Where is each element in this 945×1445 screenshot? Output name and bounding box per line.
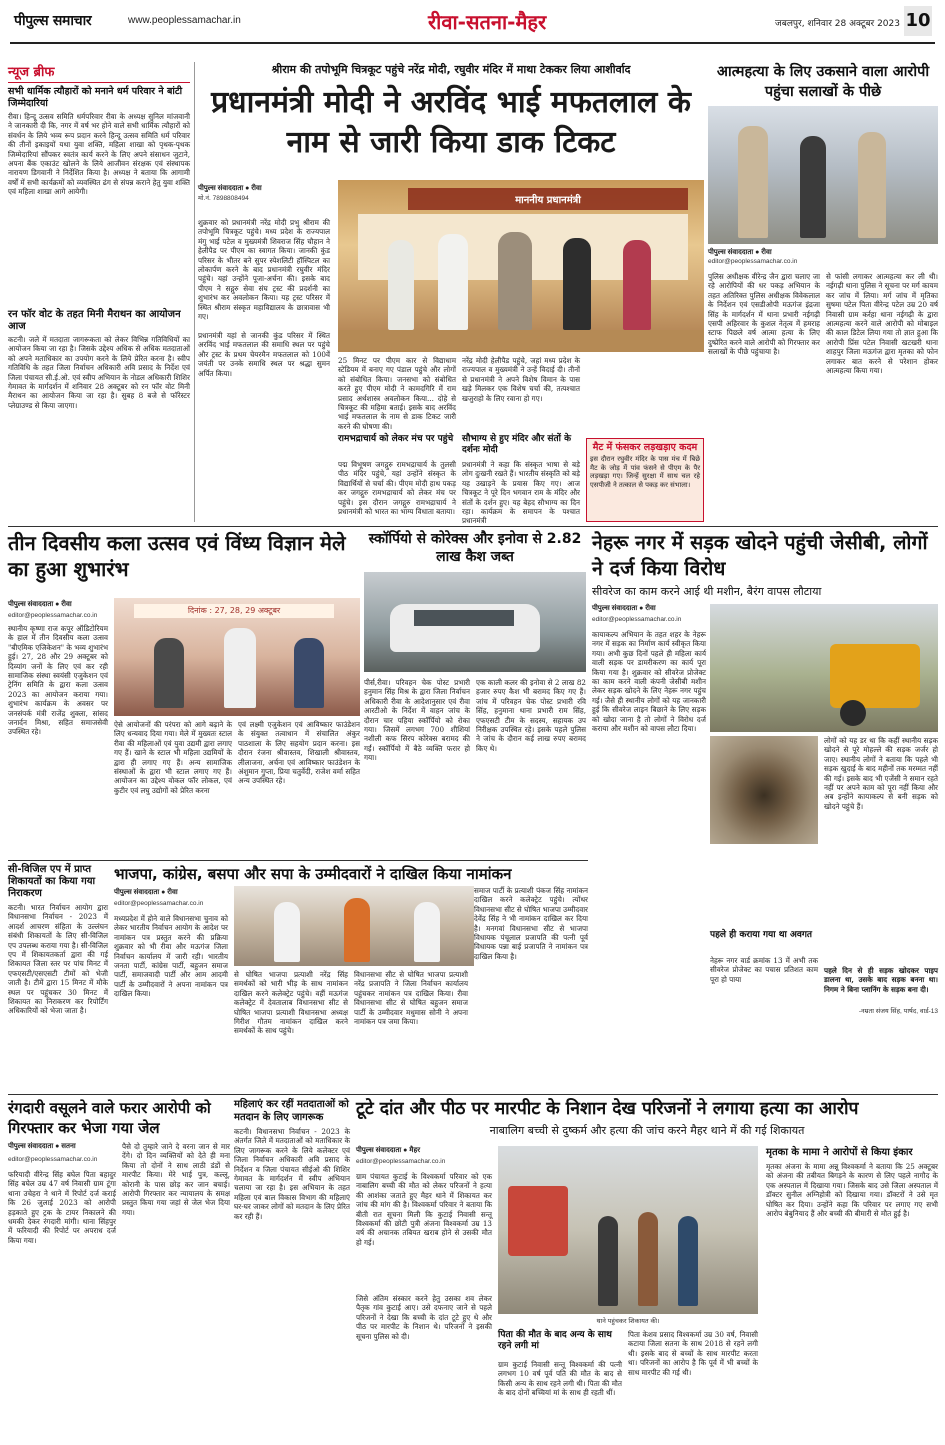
jcb-body xyxy=(830,644,920,708)
rangdari-col-1: फरियादी वीरेन्द्र सिंह बघेल पिता बहादुर सिंह बघेल उम्र 47 वर्ष निवासी ग्राम टूंगा थाना उचेहरा ने थाने में रिपोर्ट दर्ज कराई कि 26 जुलाई 2023 को आरोपी हड़काते हुए ट्रक के टायर निकालने की धमकी देकर रंगदारी मांगी। थाना सिंहपुर में फरियादी की रिपोर्ट पर अपराध दर्ज किया गया। xyxy=(8,1170,119,1245)
website: www.peoplessamachar.in xyxy=(128,15,241,26)
stage-floor xyxy=(338,330,704,352)
photo-person-2 xyxy=(800,136,826,238)
murder-subhead: पिता की मौत के बाद अन्य के साथ रहने लगी मां xyxy=(498,1330,612,1351)
lead-photo xyxy=(338,180,704,352)
nehru-photo-pit xyxy=(710,736,818,844)
lead-col-2b: पद्म विभूषण जगद्गुरु रामभद्राचार्य के तुलसी पीठ मंदिर पहुंचे, यहां उन्होंने संस्कृत के विद्यार्थियों से चर्चा की। पीएम मोदी हाथ पकड़ कर जगद्गुरु रामभद्राचार्य को लेकर मंच पर पहुंचे। इस दौरान जगद्गुरु रामभद्राचार्य ने प्रधानमंत्री को भारत का भाग्य विधाता बताया। xyxy=(338,460,459,517)
person-4 xyxy=(563,238,591,330)
nomination-story xyxy=(114,864,591,1089)
car-window xyxy=(414,610,514,626)
brief-label: न्यूज ब्रीफ xyxy=(8,62,190,83)
scorpio-story xyxy=(364,530,589,860)
lead-byline: पीपुल्स संवाददाता ● रीवा xyxy=(198,185,262,192)
brief-headline-2: रन फॉर वोट के तहत मिनी मैराथन का आयोजन आज xyxy=(8,309,181,332)
nehru-byline: पीपुल्स संवाददाता ● रीवा xyxy=(592,605,656,612)
scorpio-headline: स्कॉर्पियो से कोरेक्स और इनोवा से 2.82 लाख कैश जब्त xyxy=(368,531,582,565)
suicide-col-1: पुलिस अधीक्षक वीरेन्द्र जैन द्वारा चलाए जा रहे आरोपियों की धर पकड़ अभियान के तहत अतिरिक्त पुलिस अधीक्षक विवेकलाल के निर्देशन एवं एसडीओपी मऊगंज इंद्रजा सिंह के मार्गदर्शन में थाना प्रभारी नईगढ़ी एसपी अहिरवार के कुशल नेतृत्व में हमराह स्टाफ पिछले वर्ष आत्मा हत्या के लिए दुष्प्रेरित करने वाले आरोपी को गिरफ्तार कर सलाखों के पीछे पहुंचाया है। xyxy=(708,272,823,357)
lead-subhead-2: सौभाग्य से हुए मंदिर और संतों के दर्शनः मोदी xyxy=(462,434,571,455)
section-rule-3 xyxy=(8,1094,938,1095)
civigil-story xyxy=(8,864,111,1089)
dateline: जबलपुर, शनिवार 28 अक्टूबर 2023 xyxy=(775,19,900,29)
kala-banner: दिनांक : 27, 28, 29 अक्टूबर xyxy=(134,604,334,618)
mat-text: इस दौरान रघुवीर मंदिर के पास मंच में बिछे मैट के जोड़ में पांव फंसने से पीएम के पैर लड़खड़ा गए। जिन्हें सुरक्षा में साथ चल रहे एसपीजी ने तत्काल से पकड़ कर संभाला। xyxy=(590,455,703,489)
col-divider xyxy=(194,62,195,522)
person-5 xyxy=(623,240,651,330)
nehru-quote-box xyxy=(824,966,941,1022)
murder-email: editor@peoplessamachar.co.in xyxy=(356,1158,446,1165)
scorpio-col-2: एक काली कलर की इनोवा से 2 लाख 82 हजार रुपए कैश भी बरामद किए गए हैं। जांच में परिवहन चेक पोस्ट प्रभारी रवि सिंह, हनुमाना थाना प्रभारी राम सिंह, एफएसटी टीम के सदस्य, सहायक उप निरीक्षक उपस्थित रहे। इसके पहले पुलिस ने जांच के दौरान कई लाख रुपए बरामद किए थे। xyxy=(476,678,589,753)
photo-person-1 xyxy=(738,126,768,238)
rangdari-byline: पीपुल्स संवाददाता ● सतना xyxy=(8,1143,76,1150)
masthead xyxy=(10,6,935,56)
mat-sidebar xyxy=(586,438,704,522)
kala-headline: तीन दिवसीय कला उत्सव एवं विंध्य विज्ञान मेले का हुआ शुभारंभ xyxy=(8,531,346,581)
kala-person-3 xyxy=(294,638,324,708)
brief-text-1: रीवा। हिन्दू उत्सव समिति धर्मपरिवार रीवा के अध्यक्ष सुनिल मांजवानी ने जानकारी दी कि, नगर में वर्ष भर होने वाले सभी धार्मिक त्यौहारों को संवर्धन के लिये भव्य रूप प्रदान करने हिन्दू उत्सव समिति धर्म परिवार की तीनों इकाइयों यथा युवा शक्ति, महिला शाखा को पृथक-पृथक जिम्मेदारियां सौंपकर स्वतंत्र कार्य करने के लिए अपने संसाधन जुटाने, अपना बैंक एकाउंट खोलने के लिये आजीवन संरक्षक एवं संस्थापक नारायण डिगवानी ने निर्देशित किया है। अध्यक्ष ने बताया कि आगामी वर्षों में सभी कार्यक्रमों को व्यवस्थित ढंग से संपन्न कराने हेतु युवा शक्ति एवं महिला शाखा आगे आयेगी। xyxy=(8,112,193,197)
kala-email: editor@peoplessamachar.co.in xyxy=(8,612,98,619)
kala-col-2: ऐसे आयोजनों की परंपरा को आगे बढ़ाने के लिए धन्यवाद दिया गया। मेले में मुख्यतः स्टाल रीवा की महिलाओं एवं युवा उद्यमी द्वारा लगाए गए हैं। खाने के स्टाल भी महिला उद्यमियों के द्वारा ही लगाए गए हैं। अन्य सामाजिक संस्थाओं के द्वारा भी स्टाल लगाए गए हैं। आयोजन का उद्देश्य वोकल फॉर लोकल, एवं कुटीर एवं लघु उद्योगों को प्रेरित करना xyxy=(114,720,235,795)
nehru-story xyxy=(592,530,941,1090)
nehru-col-2b xyxy=(710,848,818,926)
nehru-subhead: पहले ही कराया गया था अवगत xyxy=(710,930,813,940)
nehru-quote-author: -नम्रता संजय सिंह, पार्षद, वार्ड-13 xyxy=(858,1008,938,1015)
suicide-story xyxy=(708,62,941,522)
nehru-quote: पहले दिन से ही सड़क खोदकर पाइप डालना था, उसके बाद सड़क बनना था। निगम ने बिना प्लानिंग के सड़क बना दी। xyxy=(824,966,941,994)
nom-person-1 xyxy=(274,902,300,962)
suicide-photo xyxy=(708,106,938,244)
suicide-byline: पीपुल्स संवाददाता ● रीवा xyxy=(708,249,772,256)
kala-person-2 xyxy=(224,628,256,708)
crowd-3 xyxy=(678,1216,698,1306)
rangdari-headline: रंगदारी वसूलने वाले फरार आरोपी को गिरफ्तार कर भेजा गया जेल xyxy=(8,1099,211,1137)
section-rule-1 xyxy=(8,526,938,527)
mama-box xyxy=(766,1146,941,1438)
rangdari-email: editor@peoplessamachar.co.in xyxy=(8,1156,98,1163)
brief-headline-1: सभी धार्मिक त्यौहारों को मनाने धर्म परिवार ने बांटी जिम्मेदारियां xyxy=(8,86,183,109)
kala-col-1: स्थानीय कृष्णा राज कपूर ऑडिटोरियम के हाल में तीन दिवसीय कला उत्सव "बीएमिक एजिकेशन" के भव्य शुभारंभ हुई। 27, 28 और 29 अक्टूबर को दिव्यांग जनों के लिए एवं कर रही सामाजिक संस्था स्वयंसी एजुकेशन एवं ट्रेनिंग समिति के द्वारा कला उत्सव 2023 का आयोजन कराया गया। शुभारंभ कार्यक्रम के अवसर पर जनसंपर्क मंत्री राजेंद्र शुक्ला, सांसद जनार्दन मिश्रा, सहित समाजसेवी उपस्थित रहे। xyxy=(8,624,111,737)
mahila-text: कटनी। विधानसभा निर्वाचन - 2023 के अंतर्गत जिले में मतदाताओं को मताधिकार के लिए जागरूक करने के लिये कलेक्टर एवं जिला निर्वाचन अधिकारी अवि प्रसाद के निर्देशन व जिला पंचायत सीईओ की शिशिर गेमावत के मार्गदर्शन में स्वीप अभियान चलाया जा रहा है। इस अभियान के तहत महिला एवं बाल विकास विभाग की महिलाएं घर-घर जाकर लोगों को मतदान के लिए प्रेरित कर रही हैं। xyxy=(234,1127,353,1221)
nehru-headline: नेहरू नगर में सड़क खोदने पहुंची जेसीबी, लोगों ने दर्ज किया विरोध xyxy=(592,531,928,580)
mahila-headline: महिलाएं कर रहीं मतदाताओं को मतदान के लिए जागरूक xyxy=(234,1099,349,1123)
scorpio-col-1: पीर्स,रीवा। परिवहन चेक पोस्ट प्रभारी हनुमान सिंह मिश्र के द्वारा जिला निर्वाचन अधिकारी रीवा के आदेशानुसार एवं रीवा आरटीओ के निर्देश में वाहन जांच के दौरान चार पहिया स्कॉर्पियो को रोका गया। जिसमें लगभग 700 शीशियां नशीली कफ सिरप कोरेक्स बरामद की गईं। स्कॉर्पियो में बैठे व्यक्ति फरार हो गया। xyxy=(364,678,473,763)
rangdari-story xyxy=(8,1098,233,1438)
civigil-text: कटनी। भारत निर्वाचन आयोग द्वारा विधानसभा निर्वाचन - 2023 में आदर्श आचरण संहिता के उल्लंघन संबंधी शिकायतों के लिए सी-विजिल एप उपलब्ध कराया गया है। सी-विजिल एप में शिकायतकर्ता द्वारा की गई शिकायत जिला स्तर पर पांच मिनट में एफएसटी/एसएसटी टीमों को भेजी जाती है। टीमें द्वारा 15 मिनट में मौके स्थल पर पहुंचकर 30 मिनट में शिकायत का निराकरण कर रिपोर्टिंग अधिकारियों को भेजा जाता है। xyxy=(8,903,111,1016)
photo-person-3 xyxy=(858,132,886,238)
nomination-photo xyxy=(234,886,474,966)
murder-col-2: जिसे अंतिम संस्कार करने हेतु उसका शव लेकर पैतृक गांव कुटाई आए। उसे दफनाए जाने से पहले परिजनों ने देखा कि बच्ची के दांत टूटे हुए थे और पीठ पर मारपीट के निशान थे। परिजनों ने इसकी सूचना पुलिस को दी। xyxy=(356,1294,495,1341)
masthead-rule xyxy=(10,42,935,44)
brief-text-2: कटनी। जले में मतदाता जागरूकता को लेकर विभिन्न गतिविधियों का आयोजन किया जा रहा है। जिसके उद्देश्य अधिक से अधिक मतदाताओं को अपने मताधिकार का उपयोग करने के लिये प्रेरित करना है। स्वीप गतिविधि के तहत जिला निर्वाचन अधिकारी अवि प्रसाद के निर्देश एवं जिला पंचायत सी.ई.ओ. एवं स्वीप अभियान के नोडल अधिकारी शिशिर गेमावत के मार्गदर्शन में शनिवार 28 अक्टूबर को रन फॉर वोट मिनी मैराथन का आयोजन किया जा रहा है। सुबह 8 बजे से फॉरेस्टर प्लेग्राउण्ड से किया जाएगा। xyxy=(8,335,193,410)
civigil-headline: सी-विजिल एप में प्राप्त शिकायतों का किया गया निराकरण xyxy=(8,864,96,899)
murder-headline: टूटे दांत और पीठ पर मारपीट के निशान देख परिजनों ने लगाया हत्या का आरोप xyxy=(356,1099,859,1119)
murder-deck: नाबालिग बच्ची से दुष्कर्म और हत्या की जांच करने मैहर थाने में की गई शिकायत xyxy=(489,1124,805,1137)
nehru-col-3: नेहरू नगर वार्ड क्रमांक 13 में अभी तक सीवरेज प्रोजेक्ट का पचास प्रतिशत काम पूरा हो पाया xyxy=(710,956,821,984)
murder-col-4: पिता केशव प्रसाद विश्वकर्मा उम्र 30 वर्ष, निवासी कटाया जिला सतना के साथ 2018 से रहने लगी थी। इसके बाद से बच्चों के साथ मारपीट करता था। परिजनों का आरोप है कि पूर्व में भी बच्चों के साथ मारपीट की गई थी। xyxy=(628,1330,761,1377)
suicide-headline: आत्महत्या के लिए उकसाने वाला आरोपी पहुंचा सलाखों के पीछे xyxy=(716,64,930,100)
murder-byline: पीपुल्स संवाददाता ● मैहर xyxy=(356,1147,421,1154)
mahila-story xyxy=(234,1098,353,1438)
murder-col-1: ग्राम पंचायत कुटाई के विश्वकर्मा परिवार को एक नाबालिग बच्ची की मौत को लेकर परिजनों ने हत्या की आशंका जताते हुए मैहर थाने में शिकायत कर जांच की मांग की है। विश्वकर्मा परिवार ने बताया कि बीती रात सूचना मिली कि कुटाई निवासी सन्तू विश्वकर्मा की छोटी पुत्री अंजना विश्वकर्मा उम्र 13 वर्ष की अचानक तबियत खराब होने से उसकी मौत हो गई। xyxy=(356,1172,495,1247)
scorpio-photo xyxy=(364,572,586,672)
nomination-col-4: समाज पार्टी के प्रत्याशी पंकज सिंह नामांकन दाखिल करने कलेक्ट्रेट पहुंचे। त्योंथर विधानसभा सीट से घोषित भाजपा उम्मीदवार देवेंद्र सिंह ने भी नामांकन दाखिल कर दिया है। मनगवां विधानसभा सीट से भाजपा विधायक पंचूलाल प्रजापति की पत्नी पूर्व विधायक पन्ना बाई प्रजापति ने नामांकन पत्र दाखिल किया है। xyxy=(474,886,591,961)
nehru-col-2: लोगों को यह डर था कि कहीं स्थानीय सड़क खोदने से पूरे मोहल्ले की सड़क जर्जर हो जाए। स्थानीय लोगों ने बताया कि पहले भी सड़क खुदाई के बाद महीनों तक मरम्मत नहीं की गई। इसके बाद भी एजेंसी ने समान रहते नहीं पर अपने काम को पूरा नहीं किया और अब इन्होंने कायाकल्प से बनी सड़क को खोदने पहुंचे हैं। xyxy=(824,736,941,811)
lead-mobile: मो.नं. 7898808494 xyxy=(198,195,249,202)
nom-person-3 xyxy=(414,902,440,962)
lead-byline-box xyxy=(198,184,328,214)
nehru-col-1: कायाकल्प अभियान के तहत शहर के नेहरू नगर में सड़क का निर्माण कार्य स्वीकृत किया गया। अभी कुछ दिनों पहले ही महिला कार्य वाली सड़क पर डामरीकरण का कार्य पूरा किया गया है। शुक्रवार को सीवरेज प्रोजेक्ट का काम करने वाली कंपनी जेसीबी मशीन लेकर सड़क खोदने के लिए नेहरू नगर पहुंच गई। जैसे ही स्थानीय लोगों को यह जानकारी हुई कि सीवरेज लाइन बिछाने के लिए सड़क को खोदा जाना है तो लोगों ने विरोध दर्ज कराया और मशीन को वापस लौटा दिया। xyxy=(592,630,709,734)
nomination-email: editor@peoplessamachar.co.in xyxy=(114,900,204,907)
stage-banner-text: माननीय प्रधानमंत्री xyxy=(515,195,581,206)
murder-photo xyxy=(498,1146,758,1314)
lead-subhead-1: रामभद्राचार्य को लेकर मंच पर पहुंचे xyxy=(338,434,454,444)
nehru-deck: सीवरेज का काम करने आई थी मशीन, बैरंग वापस लौटाया xyxy=(592,585,822,598)
suicide-email: editor@peoplessamachar.co.in xyxy=(708,258,798,265)
kala-person-1 xyxy=(154,638,184,708)
kala-story xyxy=(8,530,363,860)
nehru-photo-jcb xyxy=(710,604,938,732)
suicide-col-2: से फांसी लगाकर आत्महत्या कर ली थी। नईगढ़ी थाना पुलिस ने सूचना पर मर्ग कायम कर जांच में लिया। मर्ग जांच में मृतिका सुषमा पटेल पिता वीरेन्द्र पटेल उम्र 20 वर्ष निवासी ग्राम कर्रहा थाना नईगढ़ी के द्वारा आत्महत्या करने वाले आरोपी को मोबाइल की काल डिटेल लिया गया तो ज्ञात हुआ कि आरोपी प्रिंस पटेल निवासी खटखरी थाना शाहपुर जिला मऊगंज द्वारा मृतका को फोन लगाकर बात करने से परेशान होकर आत्महत्या किया गया। xyxy=(826,272,941,376)
murder-story xyxy=(356,1098,941,1438)
kala-photo xyxy=(114,598,360,716)
crowd-2 xyxy=(638,1212,658,1306)
mama-text: मृतका अंजना के मामा अन्नू विश्वकर्मा ने बताया कि 25 अक्टूबर को अंजना की तबीयत बिगड़ने के कारण से लिए पहले नागौद के एक अस्पताल में दिखाया गया। जिसके बाद उसे जिला अस्पताल में डॉक्टर सुनील अग्निहोत्री को दिखाया गया। डॉक्टरों ने उसे मृत घोषित कर दिया। उन्होंने कहा कि परिवार पर लगाए गए सभी आरोप बेबुनियाद हैं और बच्ची की बीमारी से मौत हुई है। xyxy=(766,1162,941,1219)
nomination-headline: भाजपा, कांग्रेस, बसपा और सपा के उम्मीदवारों ने दाखिल किया नामांकन xyxy=(114,865,512,883)
lead-col-1: शुक्रवार को प्रधानमंत्री नरेंद्र मोदी प्रभु श्रीराम की तपोभूमि चित्रकूट पहुंचे। मध्य प्रदेश के राज्यपाल मंगु भाई पटेल व मुख्यमंत्री शिवराज सिंह चौहान ने हेलीपैड पर पीएम का स्वागत किया। जानकी कुंड परिसर के भीतर बने सुपर स्पेशलिटी हॉस्पिटल का लोकार्पण करने के बाद प्रधानमंत्री रघुवीर मंदिर पहुंचे। यहां उन्होंने पूजा-अर्चना की। इसके बाद पीएम ने सद्गुरु सेवा संघ ट्रस्ट की प्रदर्शनी का शुभारंभ कर अवलोकन किया। यह ट्रस्ट परिसर में स्थित श्रीराम संस्कृत महाविद्यालय के छात्रावास भी गए। प्रधानमंत्री यहां से जानकी कुंड परिसर में स्थित अरविंद भाई मफतलाल की समाधि स्थल पर पहुंचे और ट्रस्ट के प्रथम चेयरमैन मफतलाल को 100वें जयंती पर उनके समाधि स्थल पर श्रद्धा सुमन अर्पित किया। xyxy=(198,218,330,378)
lead-col-2: 25 मिनट पर पीएम कार से विद्याधाम स्टेडियम में बनाए गए पंडाल पहुंचे और लोगों को संबोधित किया। जनसभा को संबोधित करते हुए पीएम मोदी ने कामदगिरि में राम प्रसाद अर्थशास्त्र अवलोकन किया... दोहे से चित्रकूट की महिमा बताई। इसके बाद अरविंद भाई मफतलाल के नाम से डाक टिकट जारी करने की घोषणा की। xyxy=(338,356,459,431)
kala-byline: पीपुल्स संवाददाता ● रीवा xyxy=(8,601,72,608)
section-rule-2 xyxy=(8,860,588,861)
page-number: 10 xyxy=(904,6,932,36)
nomination-byline: पीपुल्स संवाददाता ● रीवा xyxy=(114,889,178,896)
brand-logo xyxy=(14,10,124,30)
lead-kicker: श्रीराम की तपोभूमि चित्रकूट पहुंचे नरेंद्र मोदी, रघुवीर मंदिर में माथा टेककर लिया आशीर्वाद xyxy=(271,63,631,76)
person-2 xyxy=(438,234,468,330)
nomination-col-2: से घोषित भाजपा प्रत्याशी नरेंद्र सिंह समर्थकों को भारी भीड़ के साथ नामांकन दाखिल करने कलेक्ट्रेट पहुंचे। वहीं मऊगंज कलेक्ट्रेट में देवतालाब विधानसभा सीट से घोषित भाजपा प्रत्याशी विधानसभा अध्यक्ष गिरीश गौतम नामांकन दाखिल करने समर्थकों के साथ पहुंचे। xyxy=(234,970,351,1036)
rangdari-col-2: पैसे दो तुम्हारे जाने दे वरना जान से मार देंगे। दो दिन व्यक्तियों को देते ही मना किया तो दोनों ने साथ लाठी डंडों से मारपीट किया। मेरे भाई पुत्र, कल्लू, कोरानी के पास छोड़ कर जान बचाई। आरोपी गिरफ्तार कर न्यायालय के समक्ष प्रस्तुत किया गया जहां से जेल भेज दिया गया। xyxy=(122,1142,233,1217)
edition-title: रीवा-सतना-मैहर xyxy=(428,10,547,34)
crowd-1 xyxy=(598,1216,618,1306)
truck xyxy=(508,1186,568,1256)
lead-col-3: नरेंद्र मोदी हेलीपैड पहुंचे, जहां मध्य प्रदेश के राज्यपाल व मुख्यमंत्री ने उन्हें विदाई दी। तीनों से प्रधानमंत्री ने अपने विशेष विमान के पास खड़े मिलकर एक विशेष चर्चा की, तत्पश्चात खजुराहो के लिए रवाना हो गए। xyxy=(462,356,583,403)
nomination-col-3: विधानसभा सीट से घोषित भाजपा प्रत्याशी नरेंद्र प्रजापति ने जिला निर्वाचन कार्यालय पहुंचकर नामांकन पत्र दाखिल किया। रीवा विधानसभा सीट से घोषित बहुजन समाज पार्टी के उम्मीदवार मधुमास सोनी ने अपना नामांकन पत्र जमा किया। xyxy=(354,970,471,1027)
murder-caption: थाने पहुंचकर शिकायत की। xyxy=(596,1318,660,1325)
lead-headline: प्रधानमंत्री मोदी ने अरविंद भाई मफतलाल के नाम से जारी किया डाक टिकट xyxy=(211,85,691,160)
jcb-wheel xyxy=(840,700,866,726)
mat-title: मैट में फंसकर लड़खड़ाए कदम xyxy=(592,442,698,453)
nom-person-2 xyxy=(344,898,370,962)
lead-col-3b: प्रधानमंत्री ने कहा कि संस्कृत भाषा से बड़े लोग दुःखनी रखते हैं। भारतीय संस्कृति को बड़े यह उखाड़ने के प्रयास किए गए। आज चित्रकूट ने पूरे दिन भगवान राम के मंदिर और संतों के दर्शन हुए। यह बेहद सौभाग्य का दिन रहा। कार्यक्रम के समापन के पश्चात प्रधानमंत्री xyxy=(462,460,583,526)
person-1 xyxy=(388,240,414,330)
kala-col-3: एवं लक्ष्मी एजुकेशन एवं आविष्कार फाउंडेशन के संयुक्त तत्वाधान में संचालित अंकुर पाठशाला के लिए सहयोग प्रदान करना। इस दौरान रंजना श्रीवास्तव, शिखाली श्रीवास्तव, लीलाजना, अर्चना एवं आविष्कार फाउंडेशन के अंशुमान गुप्ता, प्रिया चतुर्वेदी, राजेश वर्मा सहित अन्य उपस्थित रहे। xyxy=(238,720,363,786)
person-3 xyxy=(498,232,532,330)
mama-headline: मृतका के मामा ने आरोपों से किया इंकार xyxy=(766,1147,913,1158)
news-brief xyxy=(8,62,193,522)
murder-col-3: ग्राम कुटाई निवासी सन्तू विश्वकर्मा की पत्नी लगभग 10 वर्ष पूर्व पति की मौत के बाद से किसी अन्य के साथ रहने लगी थी। पिता की मौत के बाद दोनों बच्चियां मां के साथ ही रहती थीं। xyxy=(498,1360,625,1398)
brand-name: पीपुल्स समाचार xyxy=(14,13,92,29)
nehru-email: editor@peoplessamachar.co.in xyxy=(592,616,682,623)
nomination-col-1: मध्यप्रदेश में होने वाले विधानसभा चुनाव को लेकर भारतीय निर्वाचन आयोग के आदेश पर नामांकन पत्र प्रस्तुत करने की प्रक्रिया शुक्रवार को भी रीवा और मऊगंज जिला निर्वाचन कार्यालय में जारी रही। भारतीय जनता पार्टी, कांग्रेस पार्टी, बहुजन समाज पार्टी, समाजवादी पार्टी और आम आदमी पार्टी के उम्मीदवारों ने अपना नामांकन पत्र दाखिल किया। xyxy=(114,914,231,999)
